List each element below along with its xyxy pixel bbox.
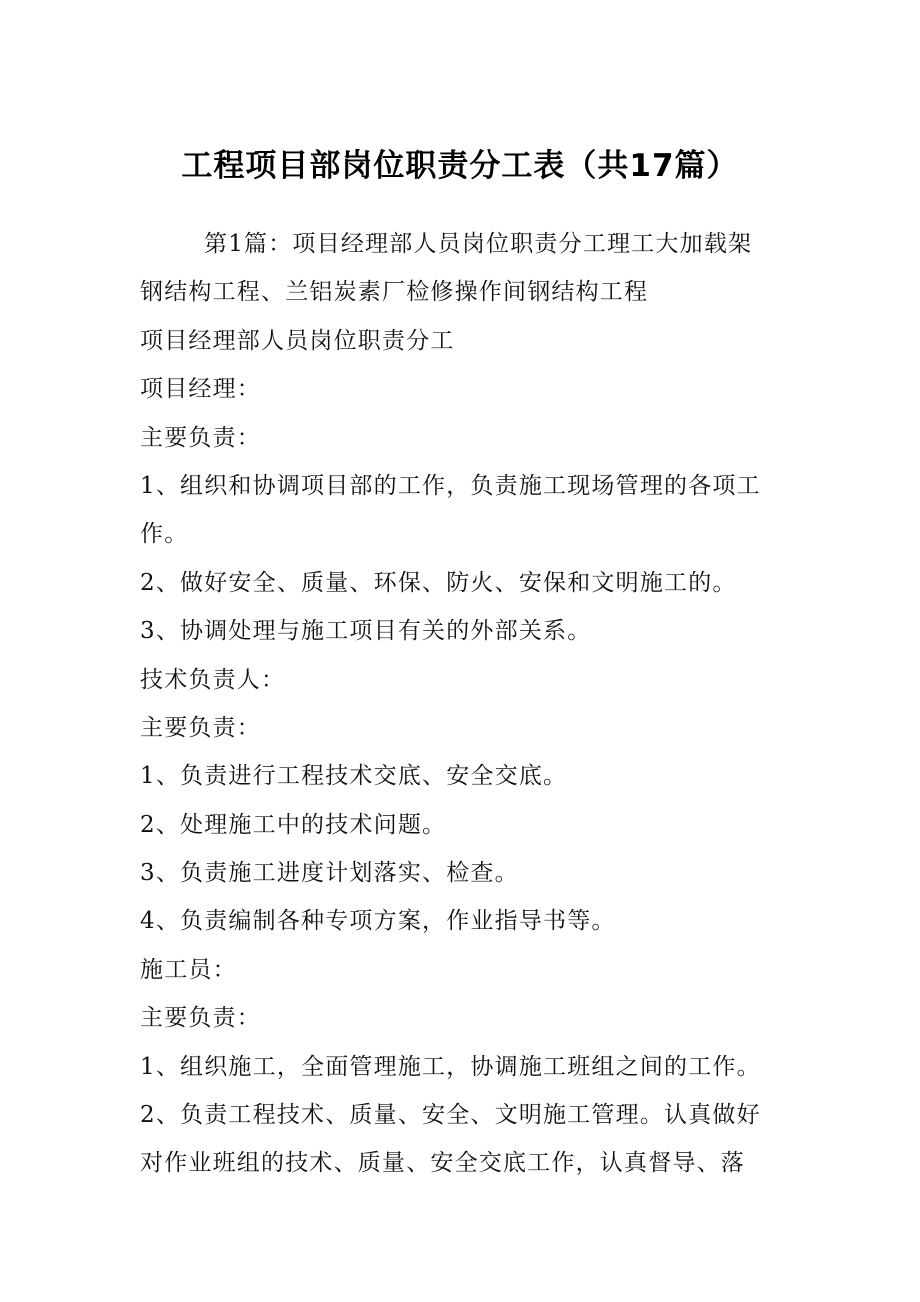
- list-item: 2、负责工程技术、质量、安全、文明施工管理。认真做好: [140, 1102, 761, 1129]
- role-heading: 施工员：: [140, 956, 237, 983]
- list-item: 3、负责施工进度计划落实、检查。: [140, 860, 519, 887]
- list-item: 1、负责进行工程技术交底、安全交底。: [140, 763, 568, 790]
- list-item: 2、处理施工中的技术问题。: [140, 811, 447, 838]
- list-item: 3、协调处理与施工项目有关的外部关系。: [140, 618, 592, 645]
- document-body: [140, 220, 780, 1188]
- role-heading: 技术负责人：: [140, 666, 286, 693]
- document-title: 工程项目部岗位职责分工表（共17篇）: [181, 148, 739, 184]
- list-item-continuation: 对作业班组的技术、质量、安全交底工作，认真督导、落: [140, 1150, 745, 1177]
- paragraph-line: 第1篇：项目经理部人员岗位职责分工理工大加载架: [204, 231, 753, 257]
- paragraph-line: 钢结构工程、兰铝炭素厂检修操作间钢结构工程: [140, 279, 649, 306]
- role-heading: 项目经理：: [140, 376, 261, 403]
- responsibility-label: 主要负责：: [140, 1005, 261, 1032]
- list-item: 1、组织施工，全面管理施工，协调施工班组之间的工作。: [140, 1053, 761, 1080]
- list-item-continuation: 作。: [140, 521, 189, 548]
- responsibility-label: 主要负责：: [140, 714, 261, 741]
- section-heading: 项目经理部人员岗位职责分工: [140, 327, 455, 354]
- list-item: 4、负责编制各种专项方案，作业指导书等。: [140, 908, 616, 935]
- list-item: 2、做好安全、质量、环保、防火、安保和文明施工的。: [140, 569, 737, 596]
- responsibility-label: 主要负责：: [140, 424, 261, 451]
- list-item: 1、组织和协调项目部的工作，负责施工现场管理的各项工: [140, 472, 761, 499]
